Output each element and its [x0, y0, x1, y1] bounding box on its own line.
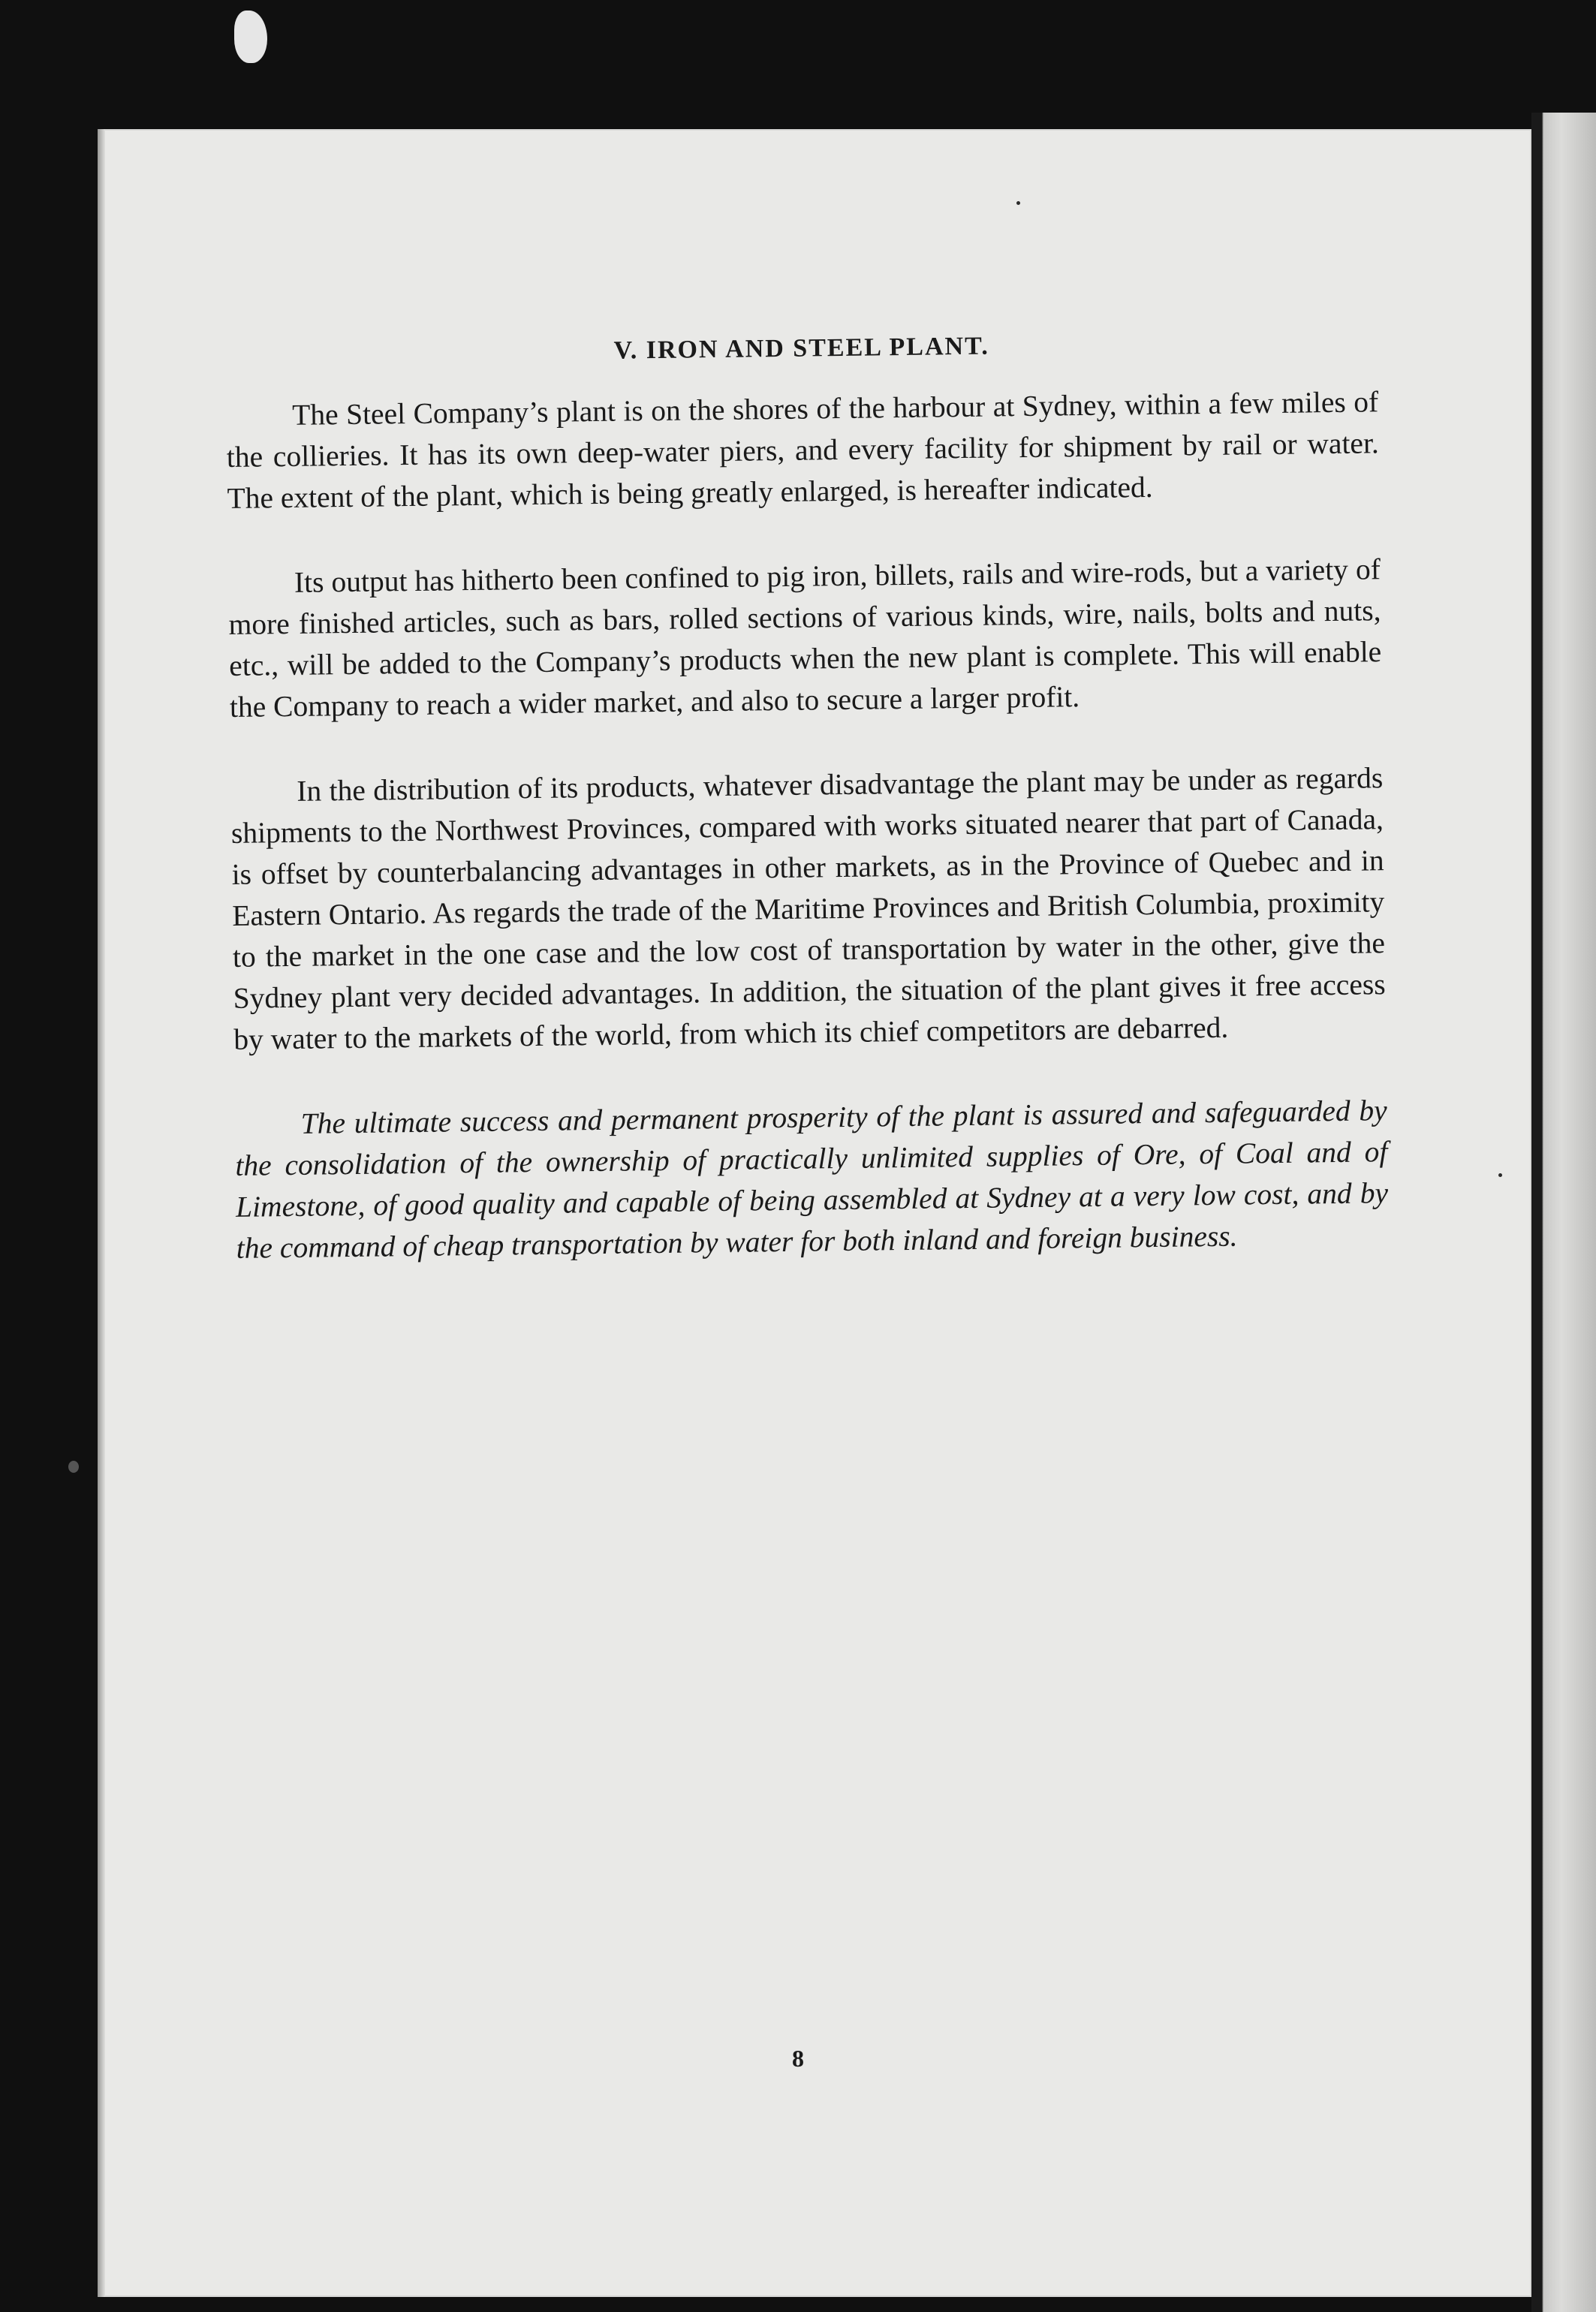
page-left-edge — [98, 129, 105, 2297]
ink-speck — [68, 1461, 79, 1473]
page-number: 8 — [792, 2045, 804, 2072]
ink-speck — [1498, 1173, 1502, 1177]
page-content — [225, 327, 1390, 1313]
paragraph-plant-location: The Steel Company’s plant is on the shores of the harbour at Sydney, within a few miles of the collieries. It has its own deep-water piers, and every facility for shipment by rail or water. The extent of the plant, which is being greatly enlarged, is hereafter indicated. — [226, 385, 1380, 515]
ink-speck — [1016, 201, 1020, 205]
paragraph-success-italic: The ultimate success and permanent prosperity of the plant is assured and safeguarded by the consolidation of the ownership of practically unlimited supplies of Ore, of Coal and of Limestone, of good quality and capable of being assembled at Sydney at a very low cost, and by the command of cheap transportation by water for both inland and foreign business. — [235, 1094, 1389, 1265]
paragraph-output: Its output has hitherto been confined to pig iron, billets, rails and wire-rods, but a variety of more finished articles, such as bars, rolled sections of various kinds, wire, nails, bolts and nuts, etc., will be added to the Company’s products when the new plant is complete. This will enable the Company to reach a wider market, and also to secure a larger profit. — [228, 552, 1382, 724]
facing-page-edge — [1531, 113, 1596, 2312]
paragraph-distribution: In the distribution of its products, whatever disadvantage the plant may be under as regards shipments to the Northwest Provinces, compared with works situated nearer that part of Canada, is offset by counterbalancing advantages in other markets, as in the Province of Quebec and in Eastern Ontario. As regards the trade of the Maritime Provinces and British Columbia, proximity to the market in the one case and the low cost of transportation by water in the other, give the Sydney plant very decided advantages. In addition, the situation of the plant gives it free access by water to the markets of the world, from which its chief competitors are debarred. — [230, 761, 1386, 1056]
section-heading: V. IRON AND STEEL PLANT. — [613, 332, 989, 365]
